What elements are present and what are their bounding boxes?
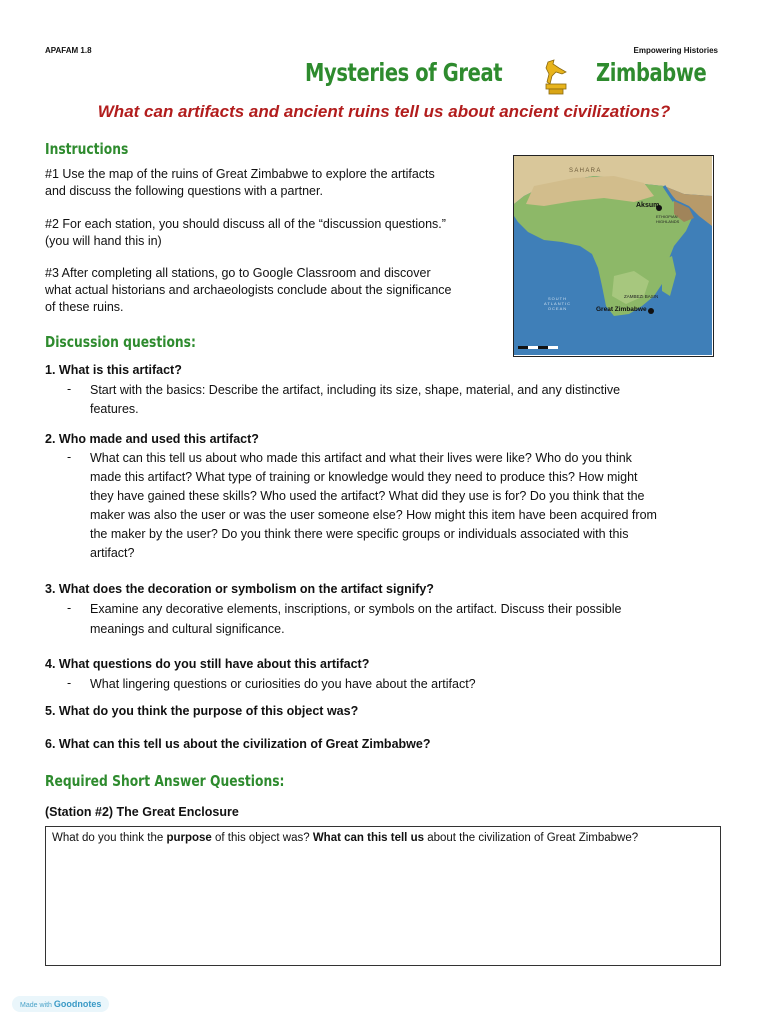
africa-map: [513, 155, 714, 357]
page-title-right: Zimbabwe: [596, 58, 707, 87]
question-2-line-4: maker was also the user or was the user someone else? How might this item have been acquired from: [90, 508, 657, 522]
document-code: APAFAM 1.8: [45, 46, 92, 55]
question-4: 4. What questions do you still have about this artifact?: [45, 657, 370, 671]
question-2: 2. Who made and used this artifact?: [45, 432, 259, 446]
bullet-dash: -: [67, 450, 72, 464]
question-6: 6. What can this tell us about the civilization of Great Zimbabwe?: [45, 737, 431, 751]
bullet-dash: -: [67, 382, 72, 396]
instruction-1-line-2: and discuss the following questions with a partner.: [45, 184, 323, 198]
instruction-3-line-3: of these ruins.: [45, 300, 124, 314]
question-2-line-1: What can this tell us about who made this artifact and what their lives were like? Who do you think: [90, 451, 632, 465]
bullet-dash: -: [67, 676, 72, 690]
station-label: (Station #2) The Great Enclosure: [45, 805, 239, 819]
map-label-aksum: Aksum: [636, 202, 660, 209]
zimbabwe-bird-icon: [540, 58, 574, 96]
map-label-ocean: SOUTH ATLANTIC OCEAN: [544, 296, 572, 311]
question-4-line-1: What lingering questions or curiosities do you have about the artifact?: [90, 677, 476, 691]
map-label-zambezi: ZAMBEZI BASIN: [624, 294, 659, 299]
question-3-line-2: meanings and cultural significance.: [90, 622, 285, 636]
page-subtitle: What can artifacts and ancient ruins tell us about ancient civilizations?: [97, 102, 671, 121]
answer-prompt: What do you think the purpose of this object was? What can this tell us about the civilization of Great Zimbabwe?: [52, 832, 639, 844]
question-1: 1. What is this artifact?: [45, 363, 182, 377]
question-2-line-2: made this artifact? What type of training or knowledge would they need to produce this? How might: [90, 470, 638, 484]
question-1-line-1: Start with the basics: Describe the artifact, including its size, shape, material, and any distinctive: [90, 383, 621, 397]
instructions-heading: Instructions: [45, 140, 129, 158]
map-label-great-zimbabwe: Great Zimbabwe: [596, 306, 647, 313]
map-label-sahara: S A H A R A: [569, 168, 601, 174]
question-2-line-6: artifact?: [90, 546, 135, 560]
document-series-label: Empowering Histories: [633, 46, 718, 55]
goodnotes-badge: Made with Goodnotes: [12, 996, 109, 1012]
instruction-3-line-2: what actual historians and archaeologists conclude about the significance: [45, 283, 452, 297]
instruction-1-line-1: #1 Use the map of the ruins of Great Zimbabwe to explore the artifacts: [45, 167, 435, 181]
question-3: 3. What does the decoration or symbolism on the artifact signify?: [45, 582, 434, 596]
question-3-line-1: Examine any decorative elements, inscriptions, or symbols on the artifact. Discuss their possible: [90, 602, 622, 616]
instruction-2-line-1: #2 For each station, you should discuss all of the “discussion questions.”: [45, 217, 446, 231]
answer-textbox[interactable]: [45, 826, 721, 966]
question-2-line-5: the maker by the user? Do you think there were specific groups or individuals associated with this: [90, 527, 629, 541]
bullet-dash: -: [67, 601, 72, 615]
instruction-3-line-1: #3 After completing all stations, go to Google Classroom and discover: [45, 266, 431, 280]
instruction-2-line-2: (you will hand this in): [45, 234, 162, 248]
question-1-line-2: features.: [90, 402, 139, 416]
question-5: 5. What do you think the purpose of this object was?: [45, 704, 359, 718]
short-answer-heading: Required Short Answer Questions:: [45, 772, 285, 790]
map-label-highlands: ETHIOPIAN HIGHLANDS: [656, 214, 680, 224]
page-title-left: Mysteries of Great: [305, 58, 503, 87]
question-2-line-3: they have gained these skills? Who used the artifact? What did they use is for? Do you think that the: [90, 489, 645, 503]
discussion-heading: Discussion questions:: [45, 333, 196, 351]
